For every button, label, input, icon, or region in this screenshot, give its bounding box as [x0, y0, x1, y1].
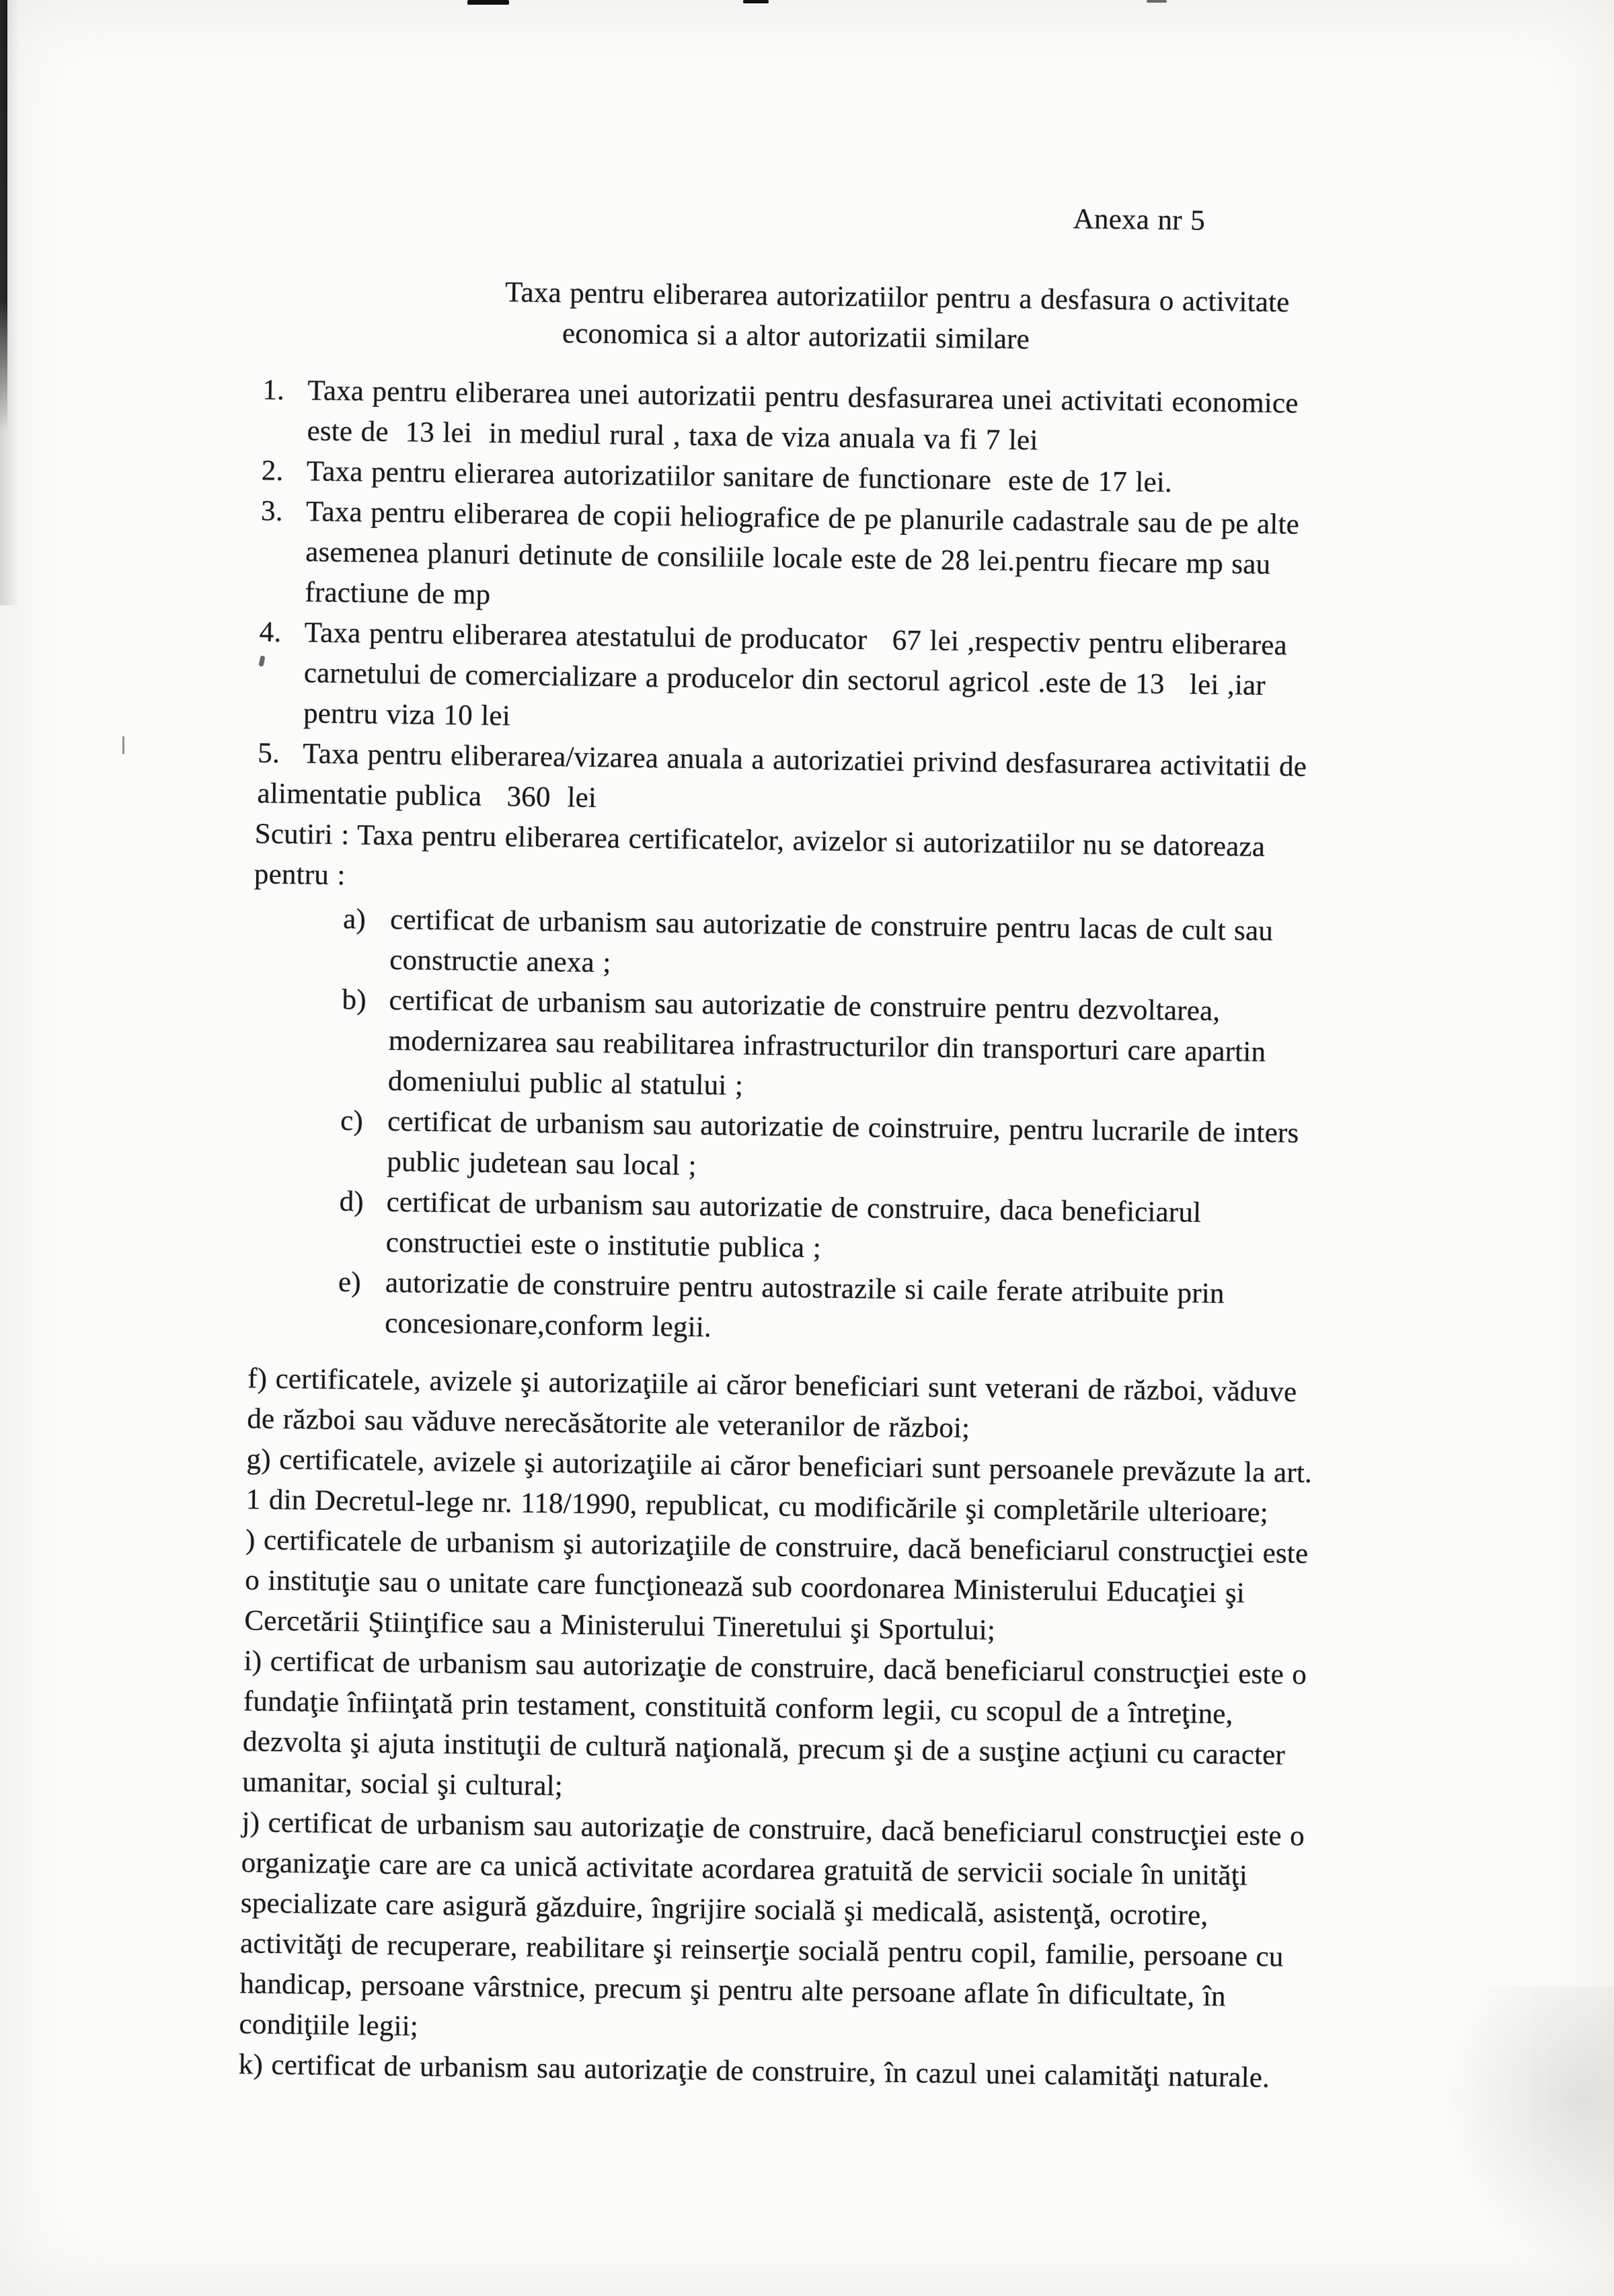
- lettered-item-c-line: public judetean sau local ;: [387, 1145, 697, 1182]
- list-item-5-line: Taxa pentru eliberarea/vizarea anuala a autorizatiei privind desfasurarea activitatii de: [303, 738, 1307, 783]
- paragraph-f: [247, 1359, 1297, 1453]
- paragraph-j: [239, 1802, 1305, 2059]
- list-item-4-number: 4.: [259, 616, 282, 648]
- list-item-3-line: fractiune de mp: [305, 576, 491, 611]
- list-item-1-line: este de 13 lei in mediul rural , taxa de viza anuala va fi 7 lei: [307, 415, 1038, 457]
- list-item-2-number: 2.: [261, 455, 284, 487]
- lettered-item-a-line: constructie anexa ;: [389, 944, 611, 979]
- paragraph-i-line: i) certificat de urbanism sau autorizaţie de construire, dacă beneficiarul construcţiei este o: [243, 1645, 1307, 1691]
- list-item-1: [262, 370, 1299, 464]
- list-item-3: [260, 491, 1299, 625]
- lettered-item-b-line: domeniului public al statului ;: [387, 1065, 744, 1102]
- paragraph-f-line: de război sau văduve nerecăsătorite ale veteranilor de război;: [247, 1403, 970, 1445]
- lettered-item-e-line: concesionare,conform legii.: [384, 1307, 712, 1344]
- paragraph-h-line: Cercetării Ştiinţifice sau a Ministerului Tineretului şi Sportului;: [244, 1605, 996, 1646]
- lettered-item-c-letter: c): [340, 1105, 364, 1137]
- paragraph-i: [242, 1641, 1307, 1816]
- lettered-item-e-line: autorizatie de construire pentru autostrazile si caile ferate atribuite prin: [385, 1266, 1225, 1310]
- scan-top-dash-artifact: [743, 0, 769, 3]
- lettered-item-b-letter: b): [342, 984, 367, 1016]
- list-item-2-line: Taxa pentru elierarea autorizatiilor sanitare de functionare este de 17 lei.: [306, 455, 1173, 499]
- paragraph-j-line: condiţiile legii;: [239, 2008, 419, 2042]
- list-item-3-line: Taxa pentru eliberarea de copii heliografice de pe planurile cadastrale sau de pe alte: [305, 496, 1300, 541]
- lettered-item-b: [341, 980, 1267, 1113]
- paragraph-j-line: specializate care asigură găzduire, îngrijire socială şi medicală, asistenţă, ocrotire,: [240, 1887, 1208, 1932]
- lettered-item-e: [338, 1262, 1225, 1354]
- lettered-item-a-letter: a): [342, 903, 367, 935]
- scan-top-dash-artifact: [1147, 0, 1167, 3]
- lettered-item-a-line: certificat de urbanism sau autorizatie de construire pentru lacas de cult sau: [389, 904, 1274, 948]
- annex-label: Anexa nr 5: [1073, 203, 1206, 237]
- list-item-4-line: Taxa pentru eliberarea atestatului de producator 67 lei ,respectiv pentru eliberarea: [304, 617, 1288, 662]
- lettered-item-c-line: certificat de urbanism sau autorizatie de coinstruire, pentru lucrarile de inters: [387, 1105, 1299, 1149]
- paragraph-h-line: o instituţie sau o unitate care funcţionează sub coordonarea Ministerului Educaţiei şi: [244, 1564, 1245, 1609]
- list-item-4-line: pentru viza 10 lei: [303, 697, 511, 732]
- exemptions-intro: [254, 814, 1266, 908]
- paragraph-k-line: k) certificat de urbanism sau autorizaţie de construire, în cazul unei calamităţi naturale.: [238, 2049, 1270, 2094]
- paragraph-h-line: ) certificatele de urbanism şi autorizaţiile de construire, dacă beneficiarul construcţiei este: [245, 1524, 1309, 1570]
- list-item-1-number: 1.: [262, 374, 285, 406]
- list-item-5-line: alimentatie publica 360 lei: [257, 777, 597, 814]
- document-title-line-1: Taxa pentru eliberarea autorizatiilor pentru a desfasura o activitate: [504, 276, 1290, 319]
- document-title-line-2: economica si a altor autorizatii similare: [562, 317, 1030, 356]
- document-title: [237, 269, 1556, 367]
- paragraph-f-line: f) certificatele, avizele şi autorizaţiile ai căror beneficiari sunt veterani de război, văduve: [247, 1363, 1297, 1408]
- lettered-item-d-line: certificat de urbanism sau autorizatie de construire, daca beneficiarul: [386, 1186, 1202, 1229]
- paragraph-j-line: j) certificat de urbanism sau autorizaţie de construire, dacă beneficiarul construcţiei este o: [241, 1806, 1305, 1852]
- lettered-item-a: [342, 899, 1273, 992]
- paragraph-i-line: dezvolta şi ajuta instituţii de cultură naţională, precum şi de a susţine acţiuni cu caracter: [242, 1726, 1286, 1771]
- list-item-3-number: 3.: [260, 495, 284, 527]
- list-item-1-line: Taxa pentru eliberarea unei autorizatii pentru desfasurarea unei activitati economice: [307, 375, 1299, 420]
- paragraph-h: [244, 1520, 1309, 1655]
- paragraph-j-line: organizaţie care are ca unică activitate acordarea gratuită de servicii sociale în unităţi: [241, 1847, 1248, 1892]
- lettered-item-e-letter: e): [338, 1266, 362, 1299]
- paragraph-i-line: fundaţie înfiinţată prin testament, constituită conform legii, cu scopul de a întreţine,: [243, 1685, 1233, 1730]
- lettered-item-c: [340, 1101, 1299, 1194]
- paragraph-g-line: g) certificatele, avizele şi autorizaţiile ai căror beneficiari sunt persoanele prevăzute la art.: [246, 1443, 1313, 1490]
- paragraph-j-line: handicap, persoane vârstnice, precum şi pentru alte persoane aflate în dificultate, în: [239, 1968, 1227, 2013]
- paragraph-j-line: activităţi de recuperare, reabilitare şi reinserţie socială pentru copil, familie, persoane cu: [239, 1927, 1284, 1973]
- list-item-4-line: carnetului de comercializare a producelor din sectorul agricol .este de 13 lei ,iar: [303, 657, 1266, 702]
- paragraph-g-line: 1 din Decretul-lege nr. 118/1990, republicat, cu modificările şi completările ulterioare;: [245, 1484, 1269, 1529]
- lettered-item-d-line: constructiei este o institutie publica ;: [385, 1226, 822, 1264]
- list-item-5: [257, 733, 1307, 827]
- paragraph-i-line: umanitar, social şi cultural;: [242, 1766, 564, 1802]
- paragraph-g: [245, 1439, 1312, 1534]
- lettered-item-b-line: certificat de urbanism sau autorizatie de construire pentru dezvoltarea,: [389, 984, 1221, 1028]
- list-item-3-line: asemenea planuri detinute de consiliile locale este de 28 lei.pentru fiecare mp sau: [305, 536, 1271, 581]
- lettered-item-d-letter: d): [339, 1186, 364, 1218]
- list-item-5-number: 5.: [258, 737, 280, 769]
- list-item-4: [258, 612, 1287, 747]
- lettered-item-d: [338, 1182, 1201, 1274]
- lettered-item-b-line: modernizarea sau reabilitarea infrastructurilor din transporturi care apartin: [388, 1024, 1266, 1069]
- exemptions-intro-line: Scutiri : Taxa pentru eliberarea certificatelor, avizelor si autorizatiilor nu se datoreaza: [254, 818, 1266, 864]
- exemptions-intro-line: pentru :: [254, 858, 346, 892]
